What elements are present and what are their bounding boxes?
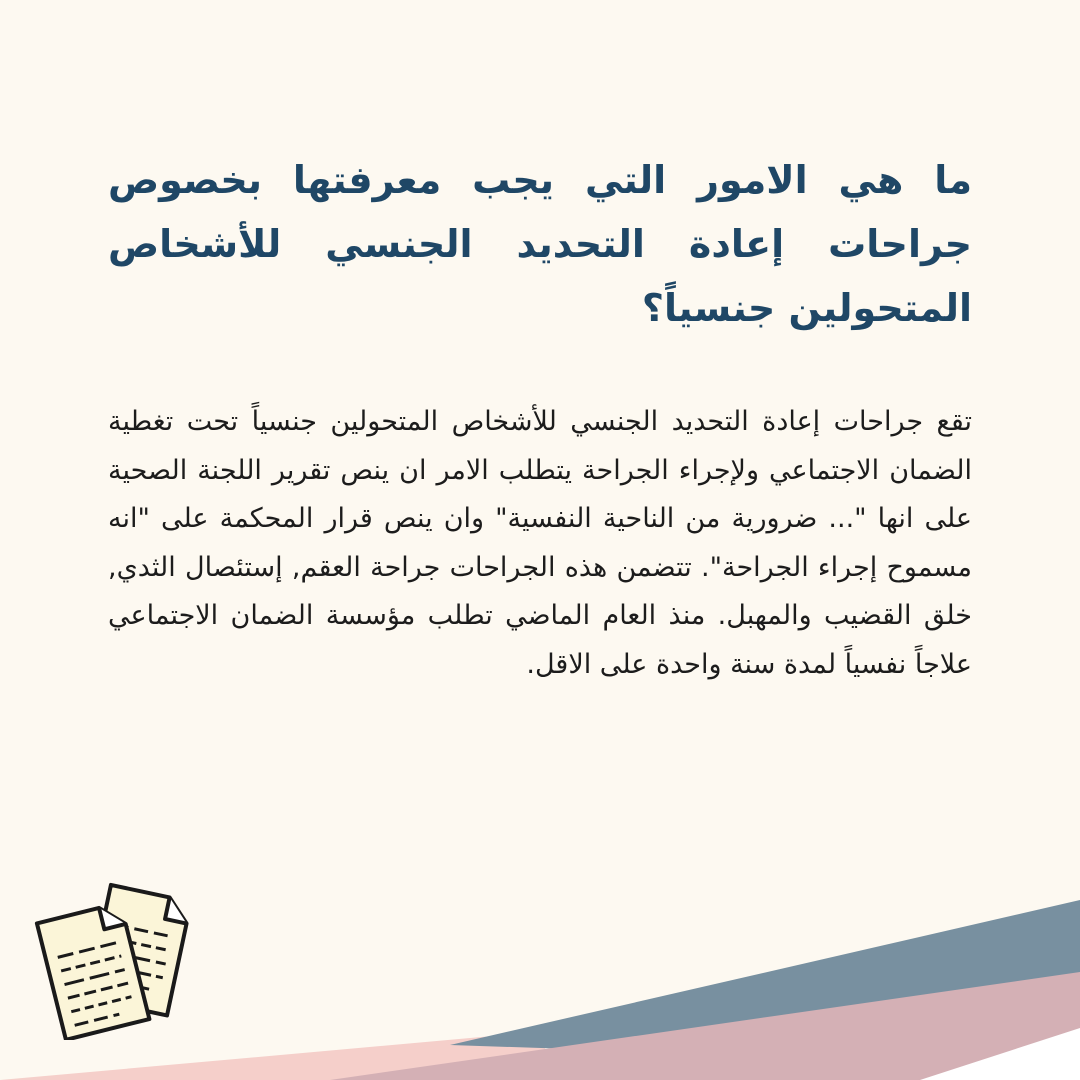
stripe-blue xyxy=(450,900,1080,1050)
stripe-white xyxy=(920,1028,1080,1080)
body-paragraph: تقع جراحات إعادة التحديد الجنسي للأشخاص المتحولين جنسياً تحت تغطية الضمان الاجتماعي ولإجراء الجراحة يتطلب الامر ان ينص تقرير اللجنة الصحية على انها "... ضرورية من الناحية النفسية" وان ينص قرار المحكمة على "انه مسموح إجراء الجراحة". تتضمن هذه الجراحات جراحة العقم, إستئصال الثدي, خلق القضيب والمهبل. منذ العام الماضي تطلب مؤسسة الضمان الاجتماعي علاجاً نفسياً لمدة سنة واحدة على الاقل. xyxy=(108,406,972,680)
documents-icon xyxy=(28,880,198,1040)
content xyxy=(108,148,972,689)
page-title: ما هي الامور التي يجب معرفتها بخصوص جراحات إعادة التحديد الجنسي للأشخاص المتحولين جنسياً؟ xyxy=(108,158,972,330)
stripe-mauve xyxy=(330,972,1080,1080)
